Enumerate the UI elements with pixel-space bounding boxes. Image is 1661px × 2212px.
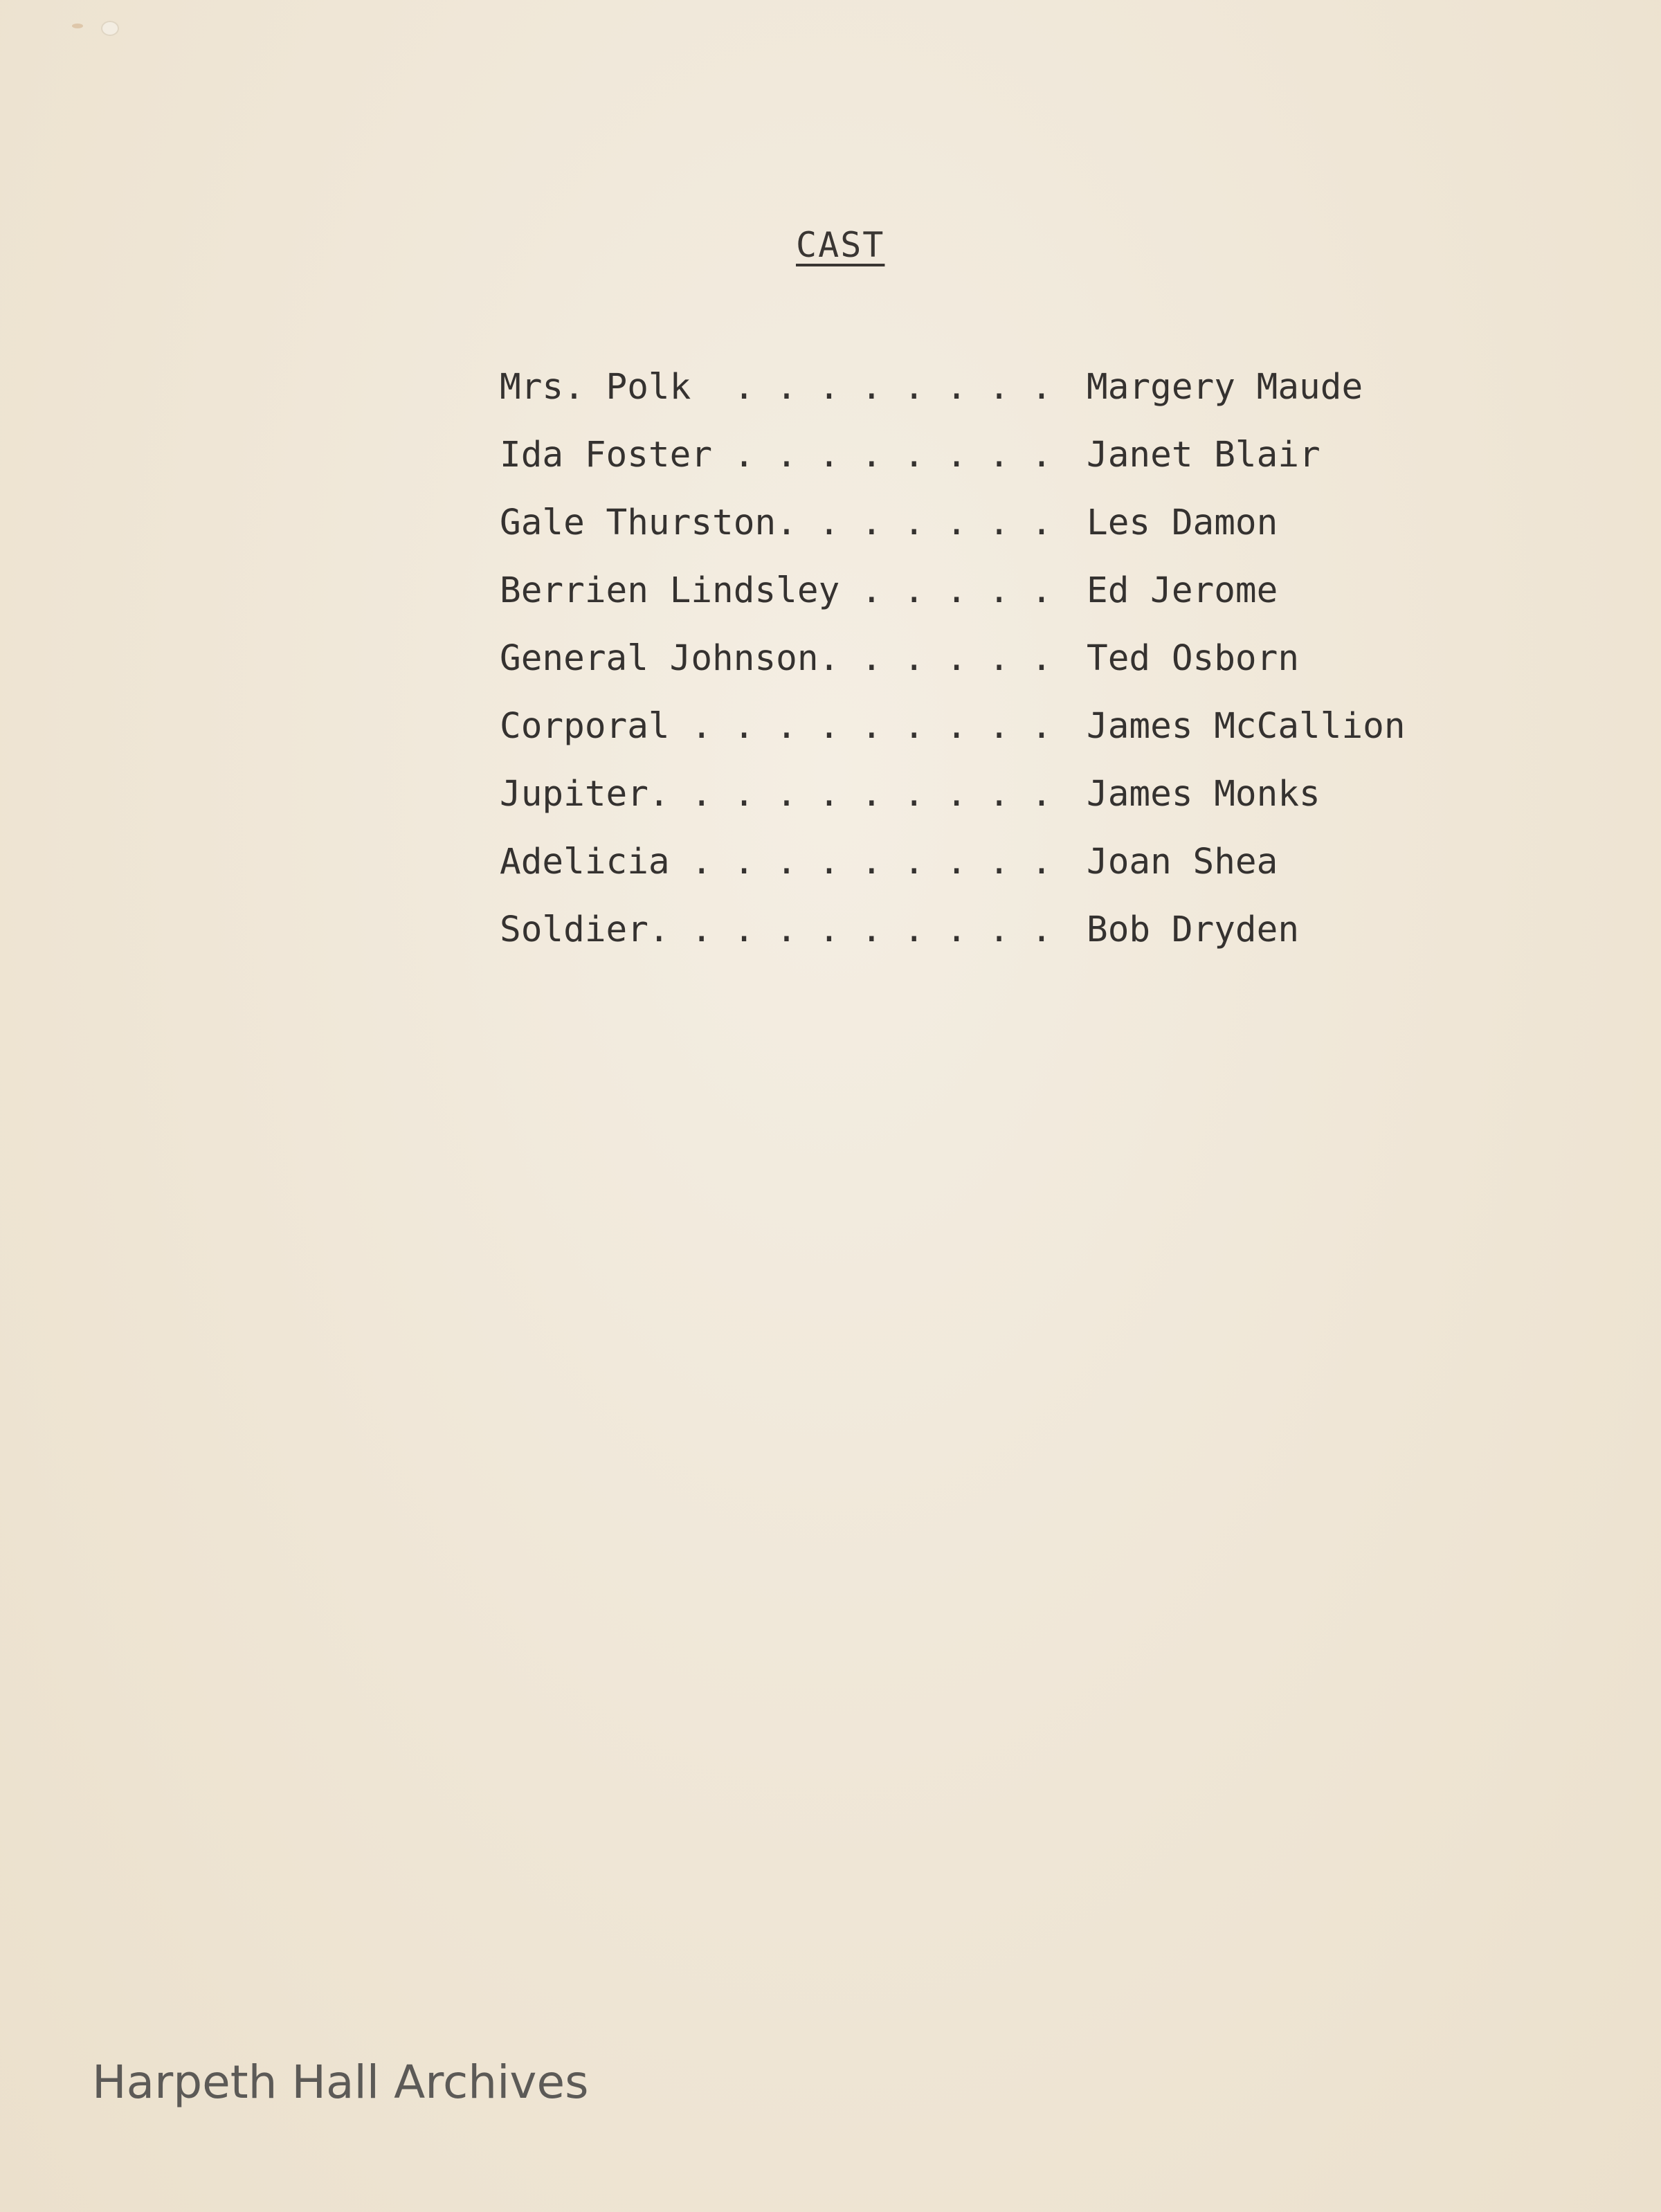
cast-role: Berrien Lindsley . . . . . <box>500 570 1053 611</box>
cast-heading: CAST <box>796 225 885 265</box>
cast-role: Corporal . . . . . . . . . <box>500 706 1053 747</box>
cast-row <box>500 774 1469 842</box>
cast-row <box>500 570 1469 638</box>
cast-row <box>500 435 1469 502</box>
cast-actor: Ed Jerome <box>1087 570 1278 611</box>
cast-row <box>500 909 1469 977</box>
cast-row <box>500 706 1469 774</box>
cast-role: Adelicia . . . . . . . . . <box>500 842 1053 882</box>
cast-actor: Ted Osborn <box>1087 638 1300 679</box>
cast-actor: Margery Maude <box>1087 367 1363 408</box>
cast-actor: Joan Shea <box>1087 842 1278 882</box>
paper-speck <box>72 24 83 28</box>
archive-watermark: Harpeth Hall Archives <box>92 2056 589 2109</box>
cast-role: Soldier. . . . . . . . . . <box>500 909 1053 950</box>
cast-role: Gale Thurston. . . . . . . <box>500 502 1053 543</box>
paper-hole-mark <box>101 21 119 36</box>
cast-actor: Janet Blair <box>1087 435 1320 475</box>
cast-role: General Johnson. . . . . . <box>500 638 1053 679</box>
cast-role: Mrs. Polk . . . . . . . . <box>500 367 1053 408</box>
cast-row <box>500 367 1469 435</box>
cast-role: Jupiter. . . . . . . . . . <box>500 774 1053 815</box>
cast-row <box>500 502 1469 570</box>
cast-actor: Bob Dryden <box>1087 909 1300 950</box>
cast-row <box>500 638 1469 706</box>
cast-row <box>500 842 1469 909</box>
cast-list <box>500 367 1469 977</box>
cast-actor: James Monks <box>1087 774 1320 815</box>
cast-actor: Les Damon <box>1087 502 1278 543</box>
cast-role: Ida Foster . . . . . . . . <box>500 435 1053 475</box>
cast-actor: James McCallion <box>1087 706 1406 747</box>
